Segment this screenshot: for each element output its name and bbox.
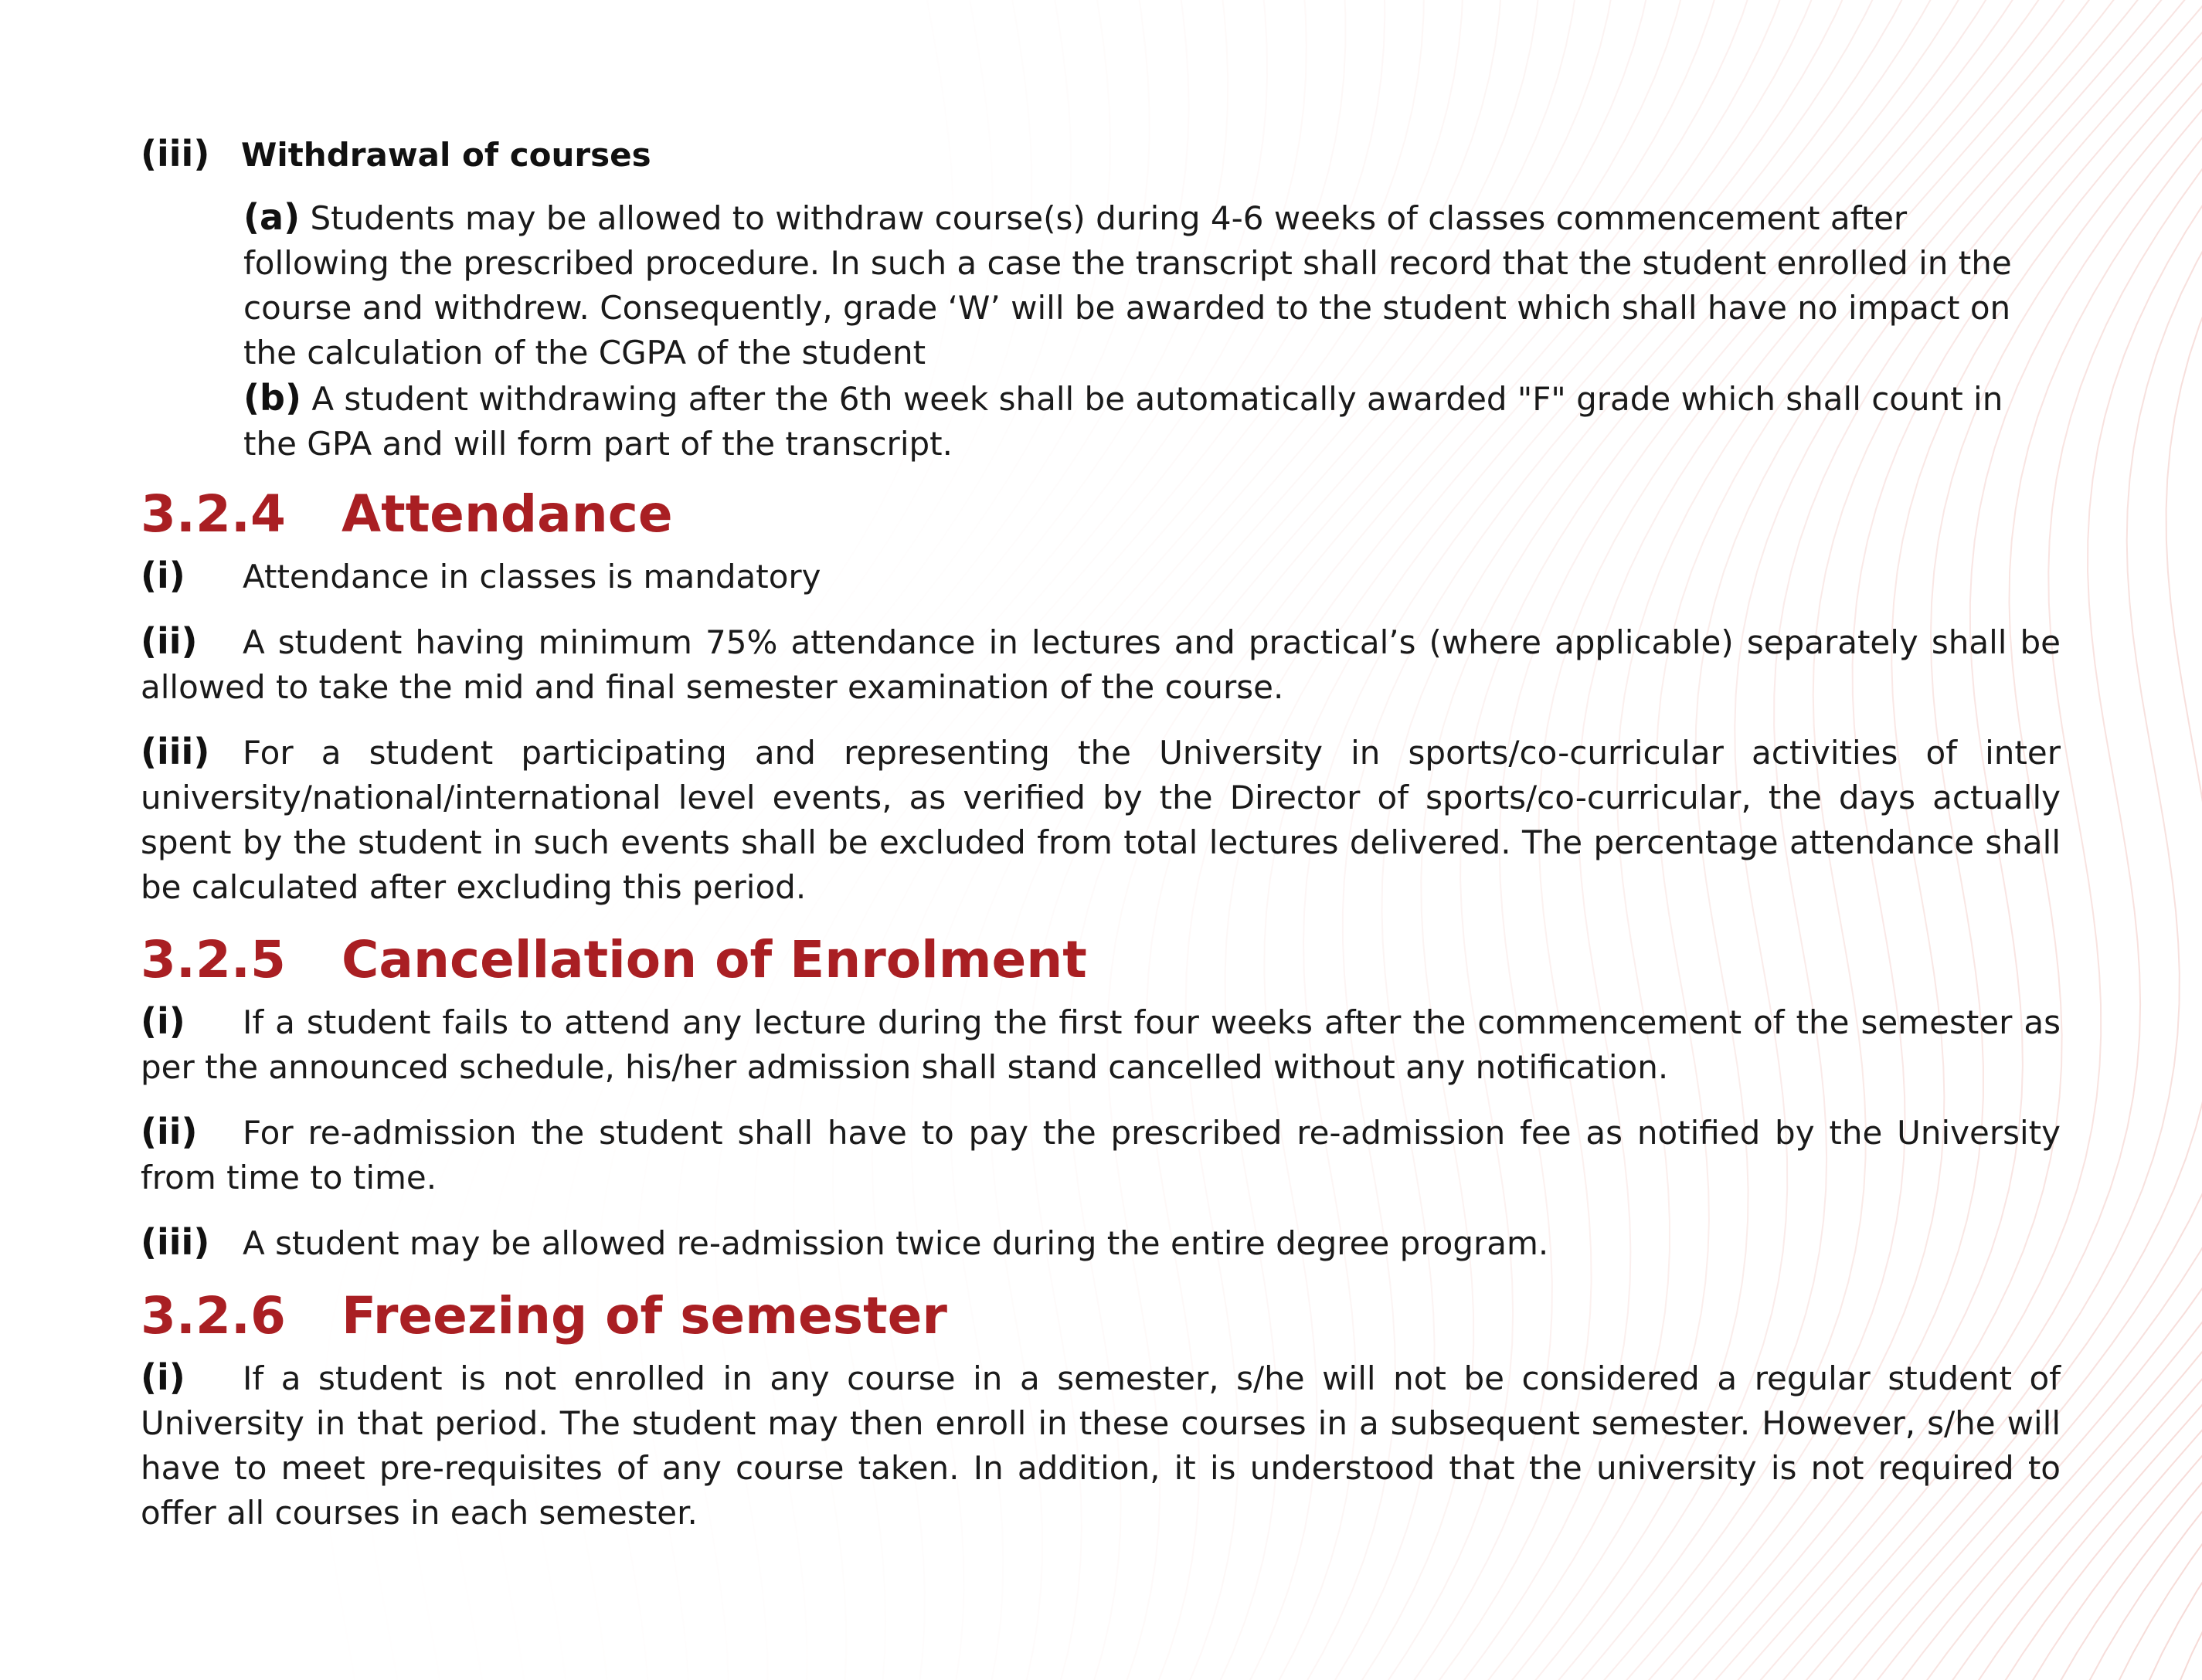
item-text: For re-admission the student shall have to pay the prescribed re-admission fee as notified by the University from time to time.: [141, 1114, 2061, 1196]
section-heading-freezing: [141, 1285, 2061, 1347]
attendance-item: [141, 619, 2061, 710]
item-marker: (iii): [141, 731, 210, 772]
item-text: A student having minimum 75% attendance in lectures and practical’s (where applicable) separately shall be allowed to take the mid and final semester examination of the course.: [141, 623, 2061, 706]
withdrawal-title: Withdrawal of courses: [241, 136, 651, 174]
attendance-item: [141, 729, 2061, 910]
item-a-text: Students may be allowed to withdraw course(s) during 4-6 weeks of classes commencement after following the prescribed procedure. In such a case the transcript shall record that the student enrolled in the course and withdrew. Consequently, grade ‘W’ will be awarded to the student which shall have no impact on the calculation of the CGPA of the student: [243, 199, 2012, 372]
item-marker: (ii): [141, 1111, 198, 1152]
item-b-marker: (b): [243, 377, 301, 419]
withdrawal-marker: (iii): [141, 133, 210, 175]
item-text: For a student participating and representing the University in sports/co-curricular activities of inter university/national/international level events, as verified by the Director of sports/co-curricular, the days actually spent by the student in such events shall be excluded from total lectures delivered. The percentage attendance shall be calculated after excluding this period.: [141, 734, 2061, 906]
item-b-text: A student withdrawing after the 6th week shall be automatically awarded "F" grade which shall count in the GPA and will form part of the transcript.: [243, 380, 2003, 463]
item-text: Attendance in classes is mandatory: [243, 558, 821, 596]
withdrawal-item-b: [243, 375, 2047, 467]
cancellation-item: [141, 999, 2061, 1090]
section-heading-cancellation: [141, 929, 2061, 991]
withdrawal-item-a: [243, 195, 2047, 375]
document-page: [141, 131, 2061, 1555]
item-a-marker: (a): [243, 196, 301, 238]
item-text: If a student is not enrolled in any course in a semester, s/he will not be considered a regular student of University in that period. The student may then enroll in these courses in a subsequent semester. However, s/he will have to meet pre-requisites of any course taken. In addition, it is understood that the university is not required to offer all courses in each semester.: [141, 1359, 2061, 1532]
section-number: 3.2.4: [141, 484, 286, 544]
section-heading-attendance: [141, 484, 2061, 545]
cancellation-item: [141, 1109, 2061, 1200]
item-marker: (ii): [141, 620, 198, 662]
section-title: Attendance: [342, 484, 673, 544]
item-text: A student may be allowed re-admission twice during the entire degree program.: [243, 1224, 1549, 1262]
item-marker: (i): [141, 1000, 185, 1042]
item-marker: (iii): [141, 1221, 210, 1263]
section-title: Freezing of semester: [342, 1286, 947, 1346]
attendance-item: [141, 553, 2061, 599]
item-marker: (i): [141, 555, 185, 596]
section-number: 3.2.6: [141, 1286, 286, 1346]
section-number: 3.2.5: [141, 930, 286, 989]
withdrawal-heading: [141, 131, 2061, 178]
cancellation-item: [141, 1220, 2061, 1266]
item-marker: (i): [141, 1356, 185, 1398]
freezing-item: [141, 1355, 2061, 1536]
section-title: Cancellation of Enrolment: [342, 930, 1087, 989]
item-text: If a student fails to attend any lecture during the first four weeks after the commencement of the semester as per the announced schedule, his/her admission shall stand cancelled without any notification.: [141, 1003, 2061, 1086]
withdrawal-subitems: [243, 195, 2047, 467]
